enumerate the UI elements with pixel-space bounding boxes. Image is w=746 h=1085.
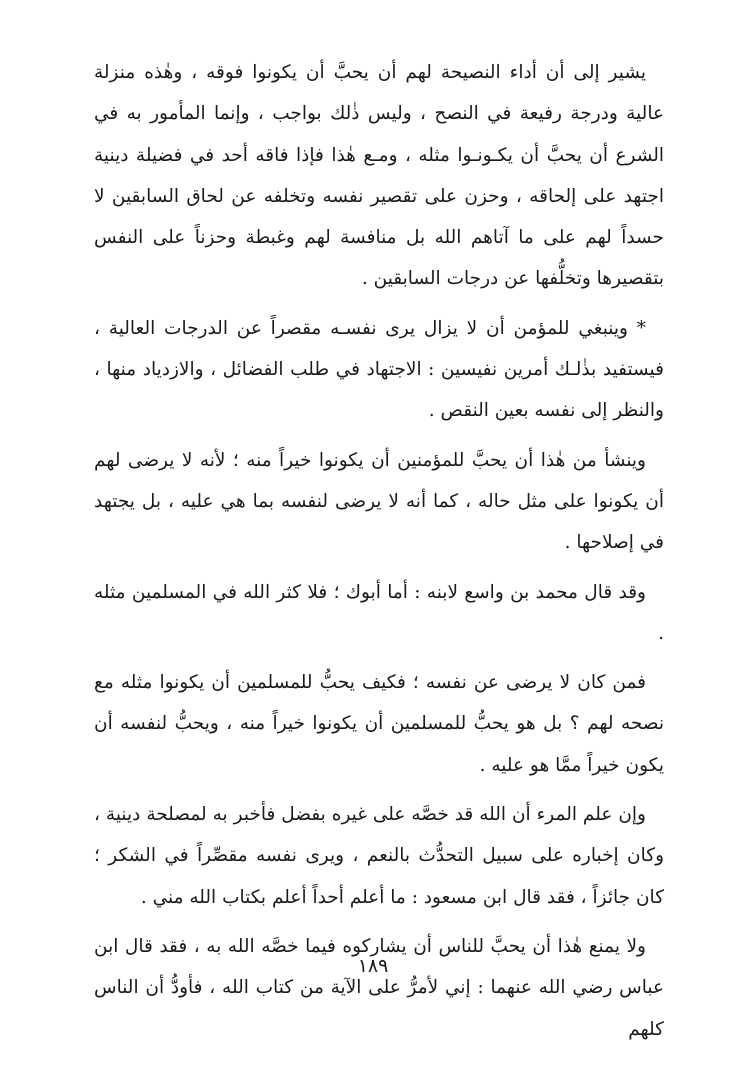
body-text	[94, 52, 664, 1050]
paragraph: وإن علم المرء أن الله قد خصَّه على غيره بفضل فأخبر به لمصلحة دينية ، وكان إخباره على سبيل التحدُّث بالنعم ، ويرى نفسه مقصِّراً في الشكر ؛ كان جائزاً ، فقد قال ابن مسعود : ما أعلم أحداً أعلم بكتاب الله مني .	[94, 804, 664, 908]
page-number: ١٨٩	[357, 955, 389, 977]
paragraph: وقد قال محمد بن واسع لابنه : أما أبوك ؛ فلا كثر الله في المسلمين مثله .	[94, 581, 664, 644]
paragraph: يشير إلى أن أداء النصيحة لهم أن يحبَّ أن يكونوا فوقه ، وهٰذه منزلة عالية ودرجة رفيعة في النصح ، وليس ذٰلك بواجب ، وإنما المأمور به في الشرع أن يحبَّ أن يكـونـوا مثله ، ومـع هٰذا فإذا فاقه أحد في فضيلة دينية اجتهد على إلحاقه ، وحزن على تقصير نفسه وتخلفه عن لحاق السابقين لا حسداً لهم على ما آتاهم الله بل منافسة لهم وغبطة وحزناً على النفس بتقصيرها وتخلُّفها عن درجات السابقين .	[94, 62, 664, 290]
paragraph: وينشأ من هٰذا أن يحبَّ للمؤمنين أن يكونوا خيراً منه ؛ لأنه لا يرضى لهم أن يكونوا على مثل حاله ، كما أنه لا يرضى لنفسه بما هي عليه ، بل يجتهد في إصلاحها .	[94, 449, 664, 554]
paragraph: * وينبغي للمؤمن أن لا يزال يرى نفسـه مقصراً عن الدرجات العالية ، فيستفيد بذٰلـك أمرين نفيسين : الاجتهاد في طلب الفضائل ، والازدياد منها ، والنظر إلى نفسه بعين النقص .	[94, 317, 664, 422]
paragraph: فمن كان لا يرضى عن نفسه ؛ فكيف يحبُّ للمسلمين أن يكونوا مثله مع نصحه لهم ؟ بل هو يحبُّ للمسلمين أن يكونوا خيراً منه ، ويحبُّ لنفسه أن يكون خيراً ممَّا هو عليه .	[94, 672, 664, 776]
paragraph: ولا يمنع هٰذا أن يحبَّ للناس أن يشاركوه فيما خصَّه الله به ، فقد قال ابن عباس رضي الله عنهما : إني لأمرُّ على الآية من كتاب الله ، فأودُّ أن الناس كلهم	[94, 935, 664, 1040]
